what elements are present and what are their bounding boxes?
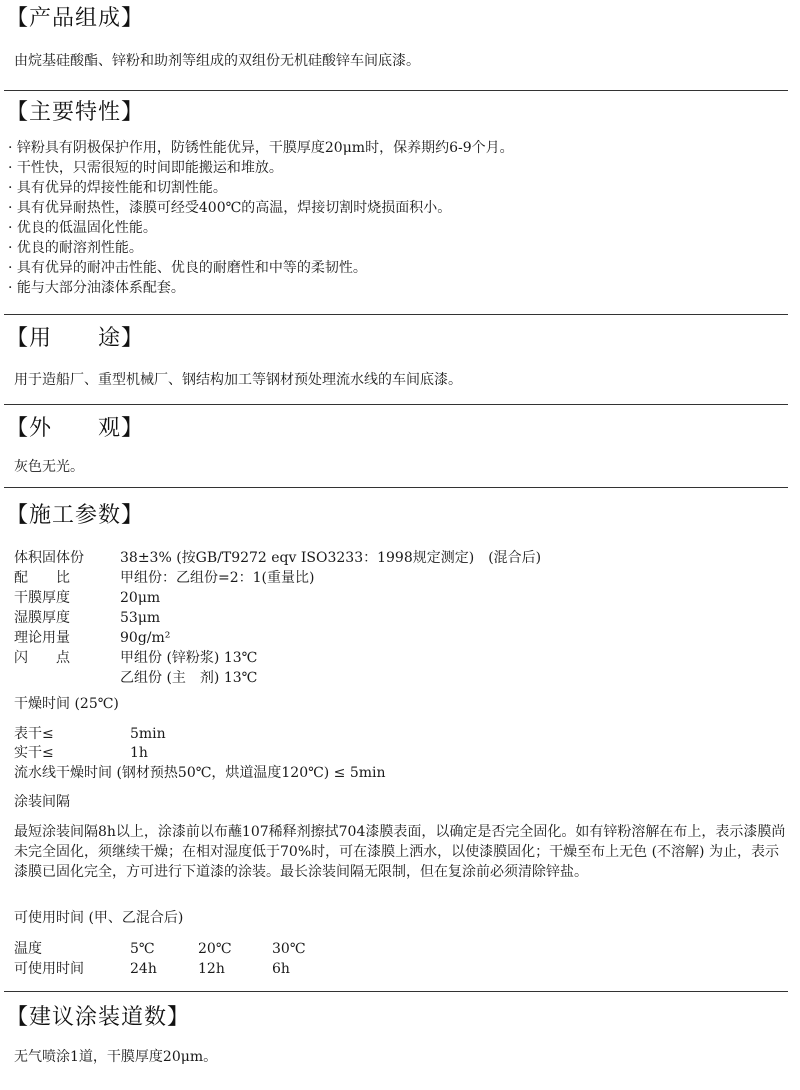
feature-item: · 优良的耐溶剂性能。: [8, 240, 143, 256]
section-title-appearance: 【外 观】: [6, 416, 145, 441]
param-value: 53μm: [120, 610, 161, 626]
feature-item: · 优良的低温固化性能。: [8, 220, 157, 236]
param-value: 乙组份 (主 剂) 13℃: [120, 670, 258, 686]
param-label: 干膜厚度: [14, 590, 70, 606]
feature-item: · 具有优异的焊接性能和切割性能。: [8, 180, 227, 196]
drying-title: 干燥时间 (25℃): [14, 696, 119, 712]
drying-label: 表干≤: [14, 726, 54, 742]
drying-label: 实干≤: [14, 745, 54, 761]
param-value: 甲组份 (锌粉浆) 13℃: [120, 650, 258, 666]
section-title-usage: 【用 途】: [6, 326, 145, 351]
divider: [4, 404, 788, 405]
param-value: 38±3% (按GB/T9272 eqv ISO3233：1998规定测定) (混合后): [120, 550, 542, 566]
param-value: 90g/m²: [120, 630, 171, 646]
coats-text: 无气喷涂1道，干膜厚度20μm。: [14, 1049, 218, 1065]
potlife-header-label: 温度: [14, 941, 42, 957]
section-title-features: 【主要特性】: [6, 100, 145, 125]
potlife-header-cell: 5℃: [130, 941, 155, 957]
appearance-text: 灰色无光。: [14, 459, 84, 475]
divider: [4, 991, 788, 992]
param-label: 理论用量: [14, 630, 70, 646]
section-title-composition: 【产品组成】: [6, 6, 145, 31]
feature-item: · 能与大部分油漆体系配套。: [8, 280, 185, 296]
param-label: 配 比: [14, 570, 70, 586]
divider: [4, 90, 788, 91]
divider: [4, 487, 788, 488]
composition-text: 由烷基硅酸酯、锌粉和助剂等组成的双组份无机硅酸锌车间底漆。: [14, 53, 420, 69]
potlife-title: 可使用时间 (甲、乙混合后): [14, 910, 184, 926]
usage-text: 用于造船厂、重型机械厂、钢结构加工等钢材预处理流水线的车间底漆。: [14, 372, 462, 388]
param-label: 体积固体份: [14, 550, 84, 566]
potlife-header-cell: 20℃: [198, 941, 232, 957]
feature-item: · 锌粉具有阴极保护作用，防锈性能优异，干膜厚度20μm时，保养期约6-9个月。: [8, 140, 514, 156]
potlife-cell: 24h: [130, 961, 157, 977]
potlife-row-label: 可使用时间: [14, 961, 84, 977]
param-label: 湿膜厚度: [14, 610, 70, 626]
param-value: 20μm: [120, 590, 161, 606]
potlife-cell: 12h: [198, 961, 225, 977]
param-label: 闪 点: [14, 650, 70, 666]
interval-text: 最短涂装间隔8h以上，涂漆前以布蘸107稀释剂擦拭704漆膜表面，以确定是否完全固化。如有锌粉溶解在布上，表示漆膜尚未完全固化，须继续干燥；在相对湿度低于70%时，可在漆膜上洒水，以使漆膜固化；干燥至布上无色 (不溶解) 为止，表示漆膜已固化完全，方可进行下道漆的涂装。最长涂装间隔无限制，但在复涂前必须清除锌盐。: [14, 824, 786, 880]
feature-item: · 具有优异耐热性，漆膜可经受400℃的高温，焊接切割时烧损面积小。: [8, 200, 452, 216]
drying-value: 5min: [130, 726, 166, 742]
potlife-cell: 6h: [272, 961, 290, 977]
param-value: 甲组份：乙组份=2：1(重量比): [120, 570, 315, 586]
divider: [4, 314, 788, 315]
feature-item: · 干性快，只需很短的时间即能搬运和堆放。: [8, 160, 283, 176]
drying-value: 1h: [130, 745, 148, 761]
interval-title: 涂装间隔: [14, 794, 70, 810]
section-title-coats: 【建议涂装道数】: [6, 1005, 191, 1030]
section-title-application: 【施工参数】: [6, 503, 145, 528]
line-drying-text: 流水线干燥时间 (钢材预热50℃，烘道温度120℃) ≤ 5min: [14, 765, 386, 781]
potlife-header-cell: 30℃: [272, 941, 306, 957]
feature-item: · 具有优异的耐冲击性能、优良的耐磨性和中等的柔韧性。: [8, 260, 367, 276]
